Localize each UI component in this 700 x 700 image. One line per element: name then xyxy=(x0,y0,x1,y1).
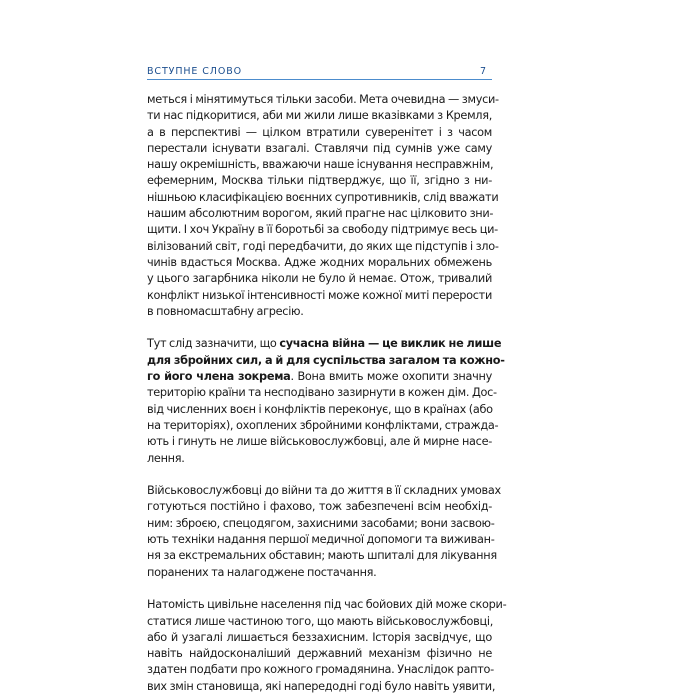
text-line xyxy=(147,206,492,222)
text-line xyxy=(147,190,499,206)
text-line xyxy=(147,336,502,352)
text-run: територію країни та несподівано зазирнути в кожен дім. Дос- xyxy=(147,386,497,400)
text-line xyxy=(147,499,492,515)
bold-text: для збройних сил, а й для суспільства загалом та кожно- xyxy=(147,353,505,367)
paragraph xyxy=(147,483,501,581)
text-line xyxy=(147,92,499,108)
text-line xyxy=(147,646,492,662)
text-run: а в перспективі — цілком втратили суверенітет і з часом xyxy=(147,125,492,139)
text-run: нашим абсолютним ворогом, який прагне нас цілковито зни- xyxy=(147,207,494,221)
text-run: лення. xyxy=(147,451,185,465)
text-line xyxy=(147,662,492,678)
paragraph xyxy=(147,92,499,320)
text-run: Натомість цивільне населення під час бойових дій може скори- xyxy=(147,598,507,612)
text-line xyxy=(147,630,492,646)
page-number: 7 xyxy=(479,66,486,77)
text-line xyxy=(147,516,495,532)
text-line xyxy=(147,483,501,499)
text-line xyxy=(147,239,499,255)
text-run: готуються постійно і фахово, тож забезпечені всім необхід- xyxy=(147,500,492,514)
text-run: ефемерним, Москва тільки підтверджує, що її, згідно з ни- xyxy=(147,174,492,188)
text-run: перестали існувати взагалі. Ставлячи під сумнів уже саму xyxy=(147,141,492,155)
text-run: поранених та налагоджене постачання. xyxy=(147,565,377,579)
text-line xyxy=(147,548,497,564)
text-line xyxy=(147,255,492,271)
text-line xyxy=(147,369,492,385)
text-line xyxy=(147,173,492,189)
text-line xyxy=(147,304,492,320)
text-line xyxy=(147,353,505,369)
bold-text: сучасна війна — це виклик не лише xyxy=(279,337,502,351)
text-run: чинів вдасться Москва. Адже жодних моральних обмежень xyxy=(147,255,492,269)
text-run: в повномасштабну агресію. xyxy=(147,304,304,318)
text-line xyxy=(147,614,492,630)
text-run: Тут слід зазначити, що xyxy=(147,337,280,351)
text-run: конфлікт низької інтенсивності може кожної миті перерости xyxy=(147,288,492,302)
paragraph xyxy=(147,597,507,695)
paragraph-gap xyxy=(147,467,492,483)
text-run: статися лише частиною того, що мають військовослужбовці, xyxy=(147,614,494,628)
text-line xyxy=(147,434,492,450)
text-run: у цього загарбника ніколи не було й немає. Отож, тривалий xyxy=(147,272,492,286)
text-run: ти нас підкоритися, аби ми жили лише вказівками з Кремля, xyxy=(147,109,492,123)
text-line xyxy=(147,385,497,401)
text-line xyxy=(147,565,492,581)
text-run: вих змін становища, які напередодні годі було навіть уявити, xyxy=(147,679,496,693)
text-line xyxy=(147,271,492,287)
text-line xyxy=(147,288,492,304)
text-line xyxy=(147,402,492,418)
text-run: навіть найдосконаліший державний механізм фізично не xyxy=(147,647,492,661)
text-line xyxy=(147,679,496,695)
text-run: Військовослужбовці до війни та до життя в її складних умовах xyxy=(147,484,501,498)
text-run: ним: зброєю, спецодягом, захисними засобами; вони засвою- xyxy=(147,516,495,530)
text-line xyxy=(147,108,492,124)
text-run: меться і мінятимуться тільки засоби. Мета очевидна — змуси- xyxy=(147,93,499,106)
text-run: ня за екстремальних обставин; мають шпиталі для лікування xyxy=(147,549,497,563)
body-text xyxy=(147,92,507,695)
text-run: нашу окремішність, вважаючи наше існування несправжнім, xyxy=(147,158,494,172)
text-run: вілізований світ, годі передбачити, до яких ще підступів і зло- xyxy=(147,239,499,253)
text-run: щити. І хоч Україну в її боротьбі за свободу підтримує весь ци- xyxy=(147,223,498,237)
bold-text: го його члена зокрема xyxy=(147,370,291,384)
text-line xyxy=(147,141,492,157)
text-line xyxy=(147,597,507,613)
section-title: ВСТУПНЕ СЛОВО xyxy=(147,66,243,77)
header-rule xyxy=(147,79,492,80)
text-line xyxy=(147,451,492,467)
paragraph-gap xyxy=(147,320,492,336)
text-line xyxy=(147,157,492,173)
text-run: . Вона вмить може охопити значну xyxy=(290,370,492,384)
text-run: ють техніки надання першої медичної допомоги та виживан- xyxy=(147,533,495,547)
text-run: на територіях), охоплених збройними конфліктами, стражда- xyxy=(147,418,499,432)
text-run: від численних воєн і конфліктів переконує, що в країнах (або xyxy=(147,402,493,416)
text-run: здатен подбати про кожного громадянина. Унаслідок рапто- xyxy=(147,663,494,677)
text-line xyxy=(147,125,492,141)
text-line xyxy=(147,222,498,238)
text-line xyxy=(147,532,495,548)
paragraph-gap xyxy=(147,581,492,597)
paragraph xyxy=(147,336,505,466)
text-run: ють і гинуть не лише військовослужбовці, але й мирне насе- xyxy=(147,435,492,449)
text-run: або й узагалі лишається беззахисним. Історія засвідчує, що xyxy=(147,630,492,644)
text-run: нішньою класифікацією воєнних супротивників, слід вважати xyxy=(147,190,499,204)
text-line xyxy=(147,418,499,434)
